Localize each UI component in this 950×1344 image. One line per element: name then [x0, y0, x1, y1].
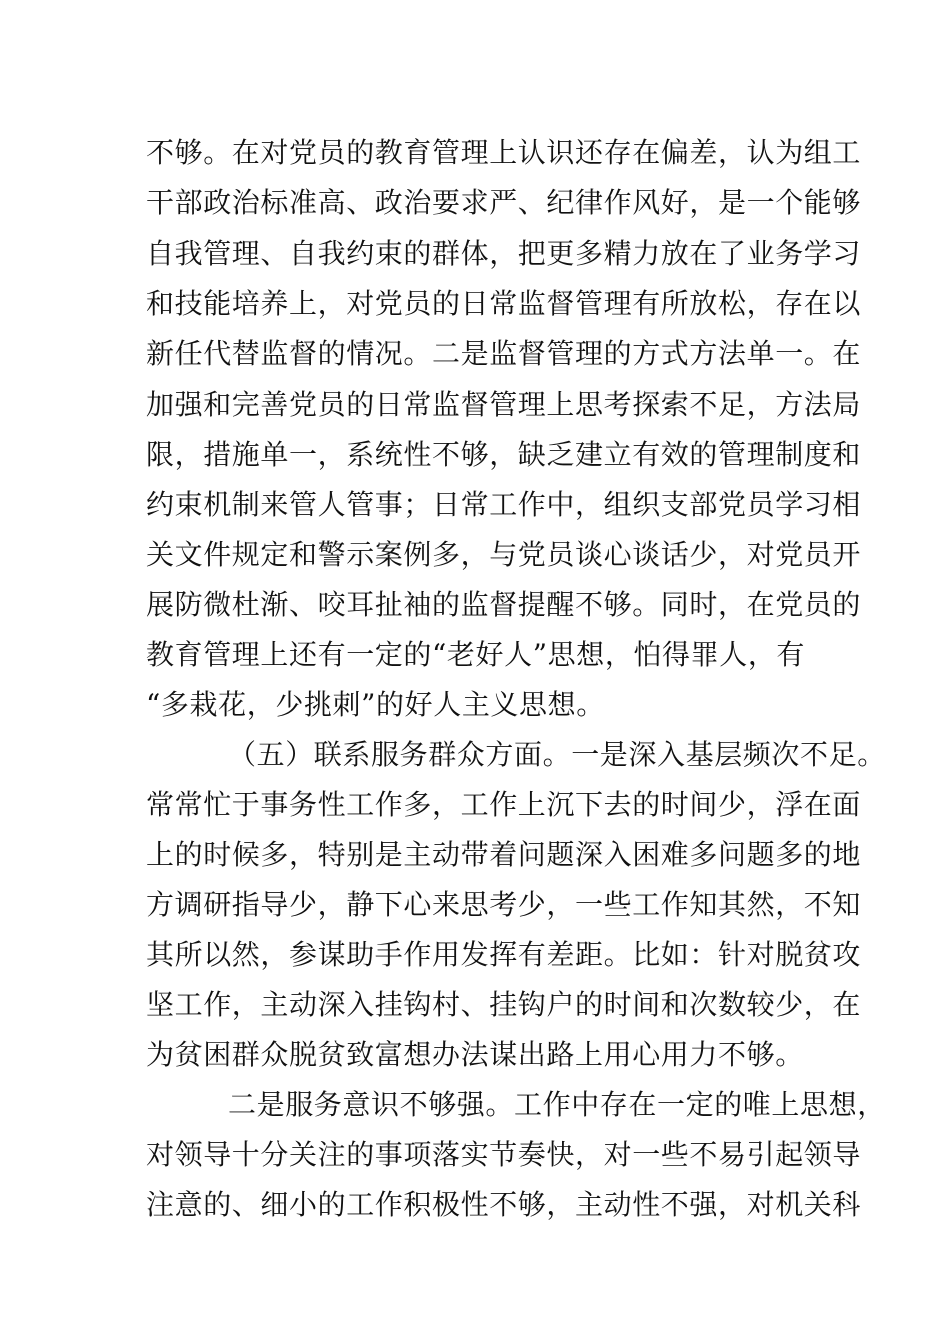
text-line: 不够。在对党员的教育管理上认识还存在偏差，认为组工: [146, 136, 862, 169]
text-line: 其所以然，参谋助手作用发挥有差距。比如：针对脱贫攻: [146, 938, 862, 971]
text-line: 关文件规定和警示案例多，与党员谈心谈话少，对党员开: [146, 538, 862, 571]
text-line: 常常忙于事务性工作多，工作上沉下去的时间少，浮在面: [146, 788, 862, 821]
text-line: 新任代替监督的情况。二是监督管理的方式方法单一。在: [146, 337, 862, 370]
text-line: 限，措施单一，系统性不够，缺乏建立有效的管理制度和: [146, 438, 862, 471]
text-line: 和技能培养上，对党员的日常监督管理有所放松，存在以: [146, 287, 862, 320]
text-line: “多栽花，少挑刺”的好人主义思想。: [146, 688, 605, 721]
text-line: 方调研指导少，静下心来思考少，一些工作知其然，不知: [146, 888, 862, 921]
text-line: 干部政治标准高、政治要求严、纪律作风好，是一个能够: [146, 186, 862, 219]
text-line: 教育管理上还有一定的“老好人”思想，怕得罪人，有: [146, 638, 806, 671]
text-line: 自我管理、自我约束的群体，把更多精力放在了业务学习: [146, 237, 862, 270]
text-line: 加强和完善党员的日常监督管理上思考探索不足，方法局: [146, 388, 862, 421]
text-line: 为贫困群众脱贫致富想办法谋出路上用心用力不够。: [146, 1038, 804, 1071]
text-line: 上的时候多，特别是主动带着问题深入困难多问题多的地: [146, 838, 862, 871]
text-line: 约束机制来管人管事；日常工作中，组织支部党员学习相: [146, 488, 862, 521]
paragraph-start-line: 二是服务意识不够强。工作中存在一定的唯上思想，: [228, 1088, 886, 1121]
text-line: 展防微杜渐、咬耳扯袖的监督提醒不够。同时，在党员的: [146, 588, 862, 621]
text-line: 注意的、细小的工作积极性不够，主动性不强，对机关科: [146, 1188, 862, 1221]
text-line: 对领导十分关注的事项落实节奏快，对一些不易引起领导: [146, 1138, 862, 1171]
text-line: 坚工作，主动深入挂钩村、挂钩户的时间和次数较少，在: [146, 988, 862, 1021]
section-heading-line: （五）联系服务群众方面。一是深入基层频次不足。: [228, 738, 886, 771]
